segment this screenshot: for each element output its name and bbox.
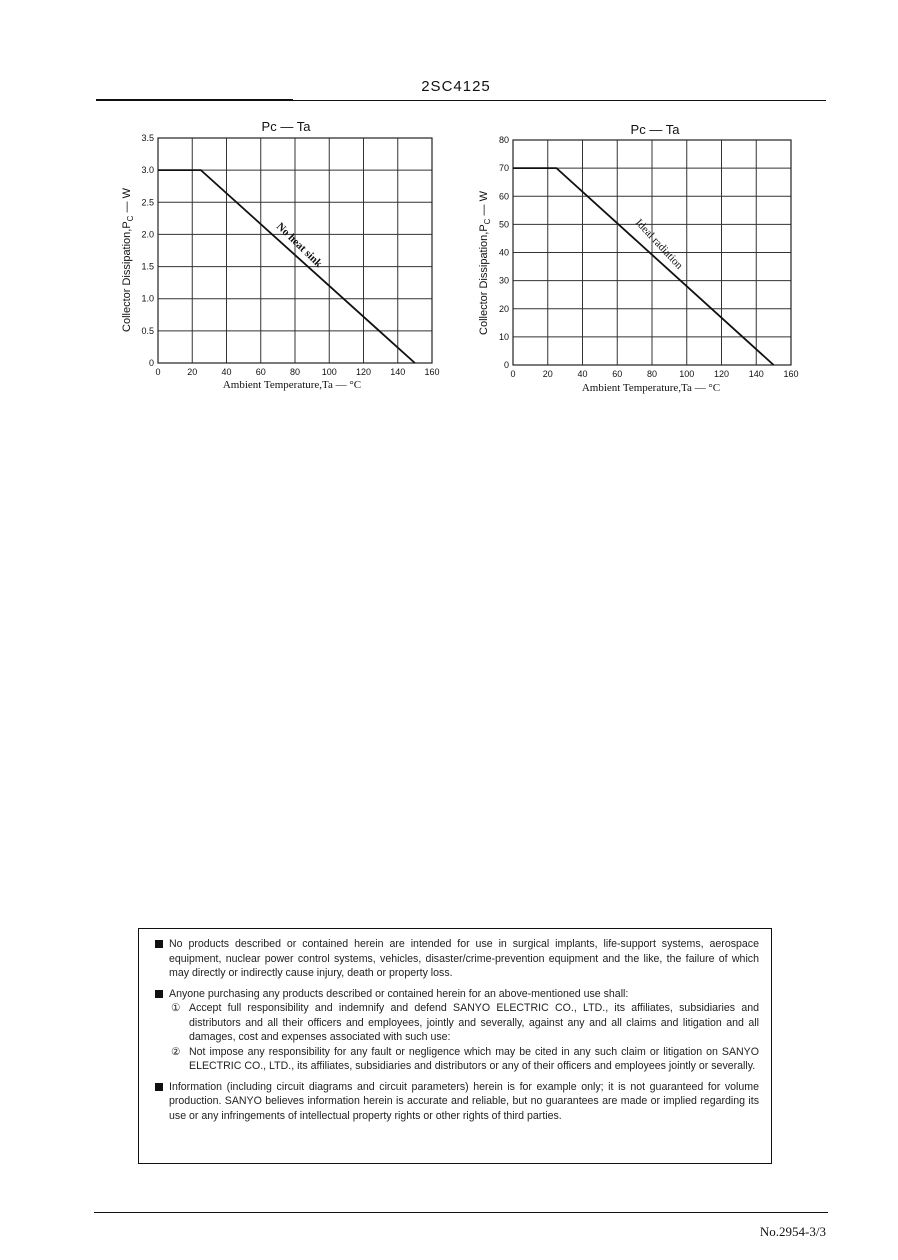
y-tick-label: 1.5 [141, 261, 154, 272]
x-axis-label: Ambient Temperature,Ta — °C [581, 382, 721, 394]
x-tick-label: 0 [155, 367, 161, 377]
y-tick-label: 30 [498, 275, 509, 286]
y-tick-label: 50 [498, 219, 509, 230]
header-rule [96, 99, 293, 101]
y-tick-label: 40 [498, 247, 509, 258]
square-bullet-icon [155, 940, 163, 948]
y-tick-label: 70 [498, 163, 509, 174]
y-axis-label: Collector $Dissipation,P_C$ — W [121, 188, 135, 332]
pc-ta-chart-svg [110, 115, 450, 400]
notice-item [155, 937, 759, 981]
chart-title: Pc — Ta [630, 122, 680, 137]
x-tick-label: 140 [390, 367, 406, 377]
x-tick-label: 100 [321, 367, 337, 377]
part-number-header: 2SC4125 [421, 78, 491, 95]
x-tick-label: 120 [355, 367, 372, 377]
notice-text: Anyone purchasing any products described or contained herein for an above-mentioned use shall: [169, 987, 629, 1000]
notice-subitem [155, 1001, 759, 1045]
notice-subtext: Not impose any responsibility for any fault or negligence which may be cited in any such claim or litigation on SANYO ELECTRIC CO., LTD., its affiliates, subsidiaries and distributors or any of their officers and employees jointly or severally. [189, 1045, 759, 1072]
y-tick-label: 1.0 [141, 293, 154, 304]
notice-subtext: Accept full responsibility and indemnify and defend SANYO ELECTRIC CO., LTD., its affiliates, subsidiaries and distributors and all their officers and employees, jointly and severally, against any and all claims and litigation and all damages, cost and expenses associated with such use: [189, 1002, 759, 1043]
x-tick-label: 60 [612, 369, 623, 379]
circled-number-2: ② [171, 1045, 181, 1058]
x-tick-label: 160 [424, 367, 440, 377]
legal-notice-box [138, 928, 772, 1164]
notice-item [155, 987, 759, 1002]
x-tick-label: 40 [221, 367, 232, 377]
notice-text: No products described or contained herein are intended for use in surgical implants, life-support systems, aerospace equipment, nuclear power control systems, vehicles, disaster/crime-prevention equipment and the like, the failure of which may directly or indirectly cause injury, death or property loss. [169, 938, 759, 979]
notice-subitem [155, 1045, 759, 1074]
x-tick-label: 20 [542, 369, 553, 379]
x-tick-label: 80 [646, 369, 658, 379]
y-tick-label: 10 [498, 331, 509, 342]
x-tick-label: 160 [783, 369, 799, 379]
y-tick-label: 0 [148, 358, 154, 368]
y-tick-label: 80 [498, 135, 509, 145]
pc-ta-chart-svg [465, 115, 810, 400]
series-annotation: Ideal radiation [632, 216, 686, 272]
notice-text: Information (including circuit diagrams and circuit parameters) herein is for example only; it is not guaranteed for volume production. SANYO believes information herein is accurate and reliable, but no guarantees are made or implied regarding its use or any infringements of intellectual property rights or other rights of third parties. [169, 1080, 759, 1122]
x-tick-label: 60 [255, 367, 266, 377]
series-annotation: No heat sink [273, 220, 325, 270]
notice-item [155, 1080, 759, 1124]
x-tick-label: 0 [510, 369, 516, 379]
x-tick-label: 40 [577, 369, 588, 379]
pc-ta-chart-no-heat-sink [110, 115, 450, 400]
y-tick-label: 0 [503, 360, 509, 370]
square-bullet-icon [155, 990, 163, 998]
y-tick-label: 2.5 [141, 197, 154, 208]
x-axis-label: Ambient Temperature,Ta — °C [222, 379, 362, 391]
y-tick-label: 3.0 [141, 165, 154, 176]
x-tick-label: 100 [679, 369, 695, 379]
header-rule-thin [293, 100, 826, 101]
square-bullet-icon [155, 1083, 163, 1091]
x-tick-label: 80 [289, 367, 301, 377]
footer-rule [94, 1212, 828, 1213]
x-tick-label: 120 [713, 369, 730, 379]
pc-ta-chart-ideal-radiation [465, 115, 810, 400]
circled-number-1: ① [171, 1002, 181, 1014]
y-tick-label: 60 [498, 191, 509, 202]
document-number: No.2954-3/3 [759, 1224, 826, 1239]
x-tick-label: 20 [187, 367, 198, 377]
y-tick-label: 3.5 [141, 133, 154, 143]
y-tick-label: 2.0 [141, 229, 154, 240]
series-line [513, 168, 774, 365]
y-axis-label: Collector $Dissipation,P_C$ — W [478, 191, 492, 335]
x-tick-label: 140 [748, 369, 764, 379]
y-tick-label: 0.5 [141, 325, 154, 336]
chart-title: Pc — Ta [261, 119, 311, 134]
y-tick-label: 20 [498, 303, 509, 314]
